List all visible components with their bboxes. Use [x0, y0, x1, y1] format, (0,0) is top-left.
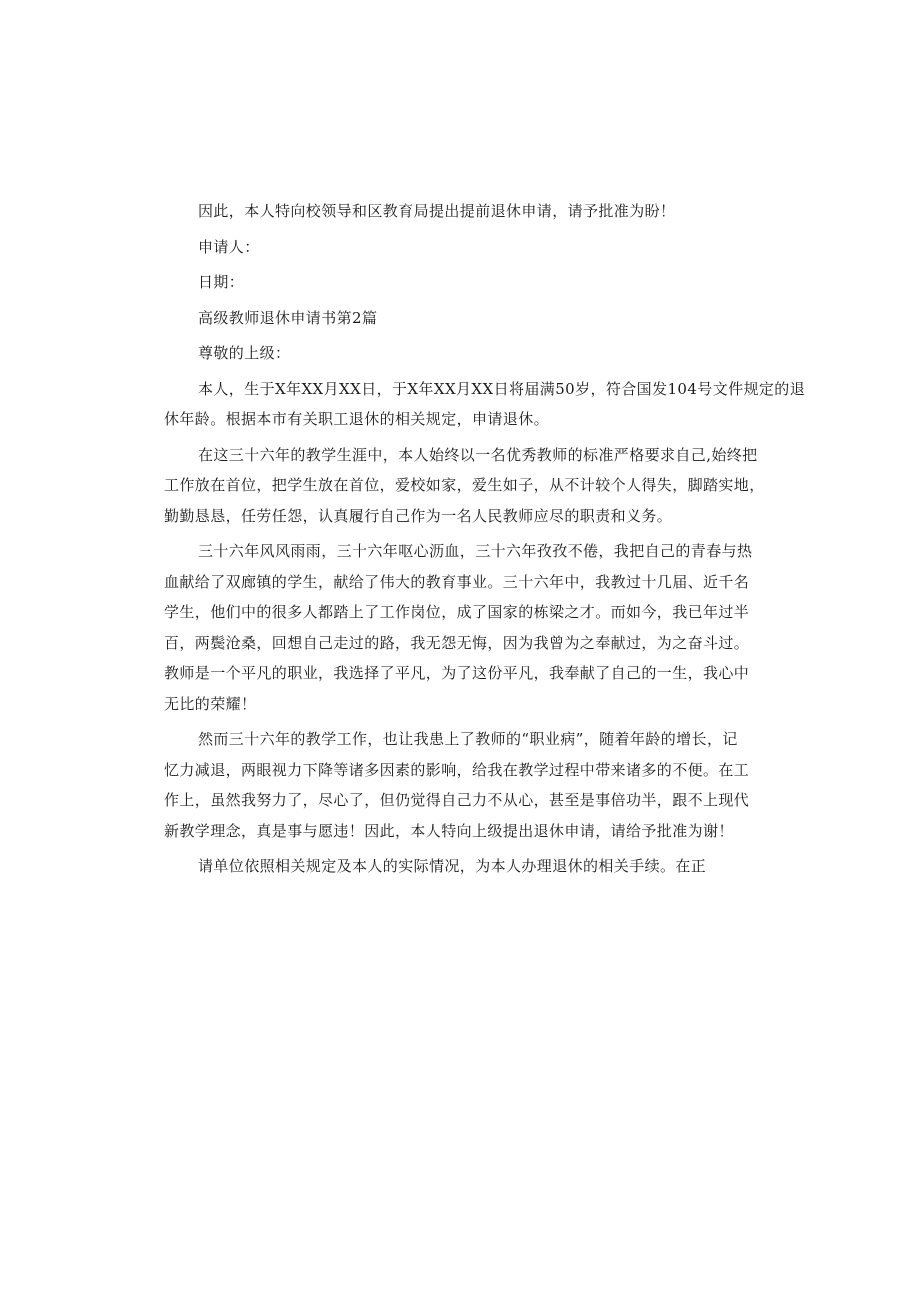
paragraph-birth-info — [164, 374, 806, 435]
paragraph-line: 工作放在首位，把学生放在首位，爱校如家，爱生如子，从不计较个人得失，脚踏实地， — [164, 476, 765, 494]
section-title: 高级教师退休申请书第2篇 — [198, 308, 378, 327]
applicant-label: 申请人： — [198, 237, 260, 256]
paragraph-line: 无比的荣耀！ — [164, 694, 257, 713]
paragraph-teaching-career — [164, 440, 765, 532]
paragraph-line: 然而三十六年的教学工作，也让我患上了教师的“职业病”，随着年龄的增长，记 — [198, 730, 738, 748]
paragraph-line: 新教学理念，真是事与愿违！因此，本人特向上级提出退休申请，请给予批准为谢！ — [164, 821, 734, 840]
paragraph-line: 血献给了双廊镇的学生，献给了伟大的教育事业。三十六年中，我教过十几届、近千名 — [164, 572, 750, 591]
paragraph-line: 教师是一个平凡的职业，我选择了平凡，为了这份平凡，我奉献了自己的一生，我心中 — [164, 664, 750, 682]
paragraph-line: 三十六年风风雨雨，三十六年呕心沥血，三十六年孜孜不倦，我把自己的青春与热 — [198, 542, 753, 560]
document-body — [164, 196, 806, 887]
paragraph-line: 作上，虽然我努力了，尽心了，但仍觉得自己力不从心，甚至是事倍功半，跟不上现代 — [164, 791, 750, 809]
paragraph-line: 休年龄。根据本市有关职工退休的相关规定，申请退休。 — [164, 410, 550, 428]
paragraph-request-procedure — [164, 851, 756, 882]
closing-request-line: 因此，本人特向校领导和区教育局提出提前退休申请，请予批准为盼！ — [198, 202, 676, 220]
paragraph-dedication — [164, 536, 756, 719]
paragraph-health-reasons — [164, 724, 756, 846]
paragraph-line: 忆力减退，两眼视力下降等诸多因素的影响，给我在教学过程中带来诸多的不便。在工 — [164, 760, 750, 779]
paragraph-line: 学生，他们中的很多人都踏上了工作岗位，成了国家的栋梁之才。而如今，我已年过半 — [164, 603, 750, 621]
salutation: 尊敬的上级： — [198, 344, 291, 362]
paragraph-line: 请单位依照相关规定及本人的实际情况，为本人办理退休的相关手续。在正 — [198, 857, 707, 875]
paragraph-line: 百，两鬓沧桑，回想自己走过的路，我无怨无悔，因为我曾为之奉献过，为之奋斗过。 — [164, 633, 750, 652]
paragraph-line: 本人，生于X年XX月XX日，于X年XX月XX日将届满50岁，符合国发104号文件规定的退 — [198, 379, 806, 398]
paragraph-line: 勤勤恳恳，任劳任怨，认真履行自己作为一名人民教师应尽的职责和义务。 — [164, 506, 673, 525]
date-label: 日期： — [198, 273, 245, 291]
paragraph-line: 在这三十六年的教学生涯中，本人始终以一名优秀教师的标准严格要求自己,始终把 — [198, 445, 758, 464]
